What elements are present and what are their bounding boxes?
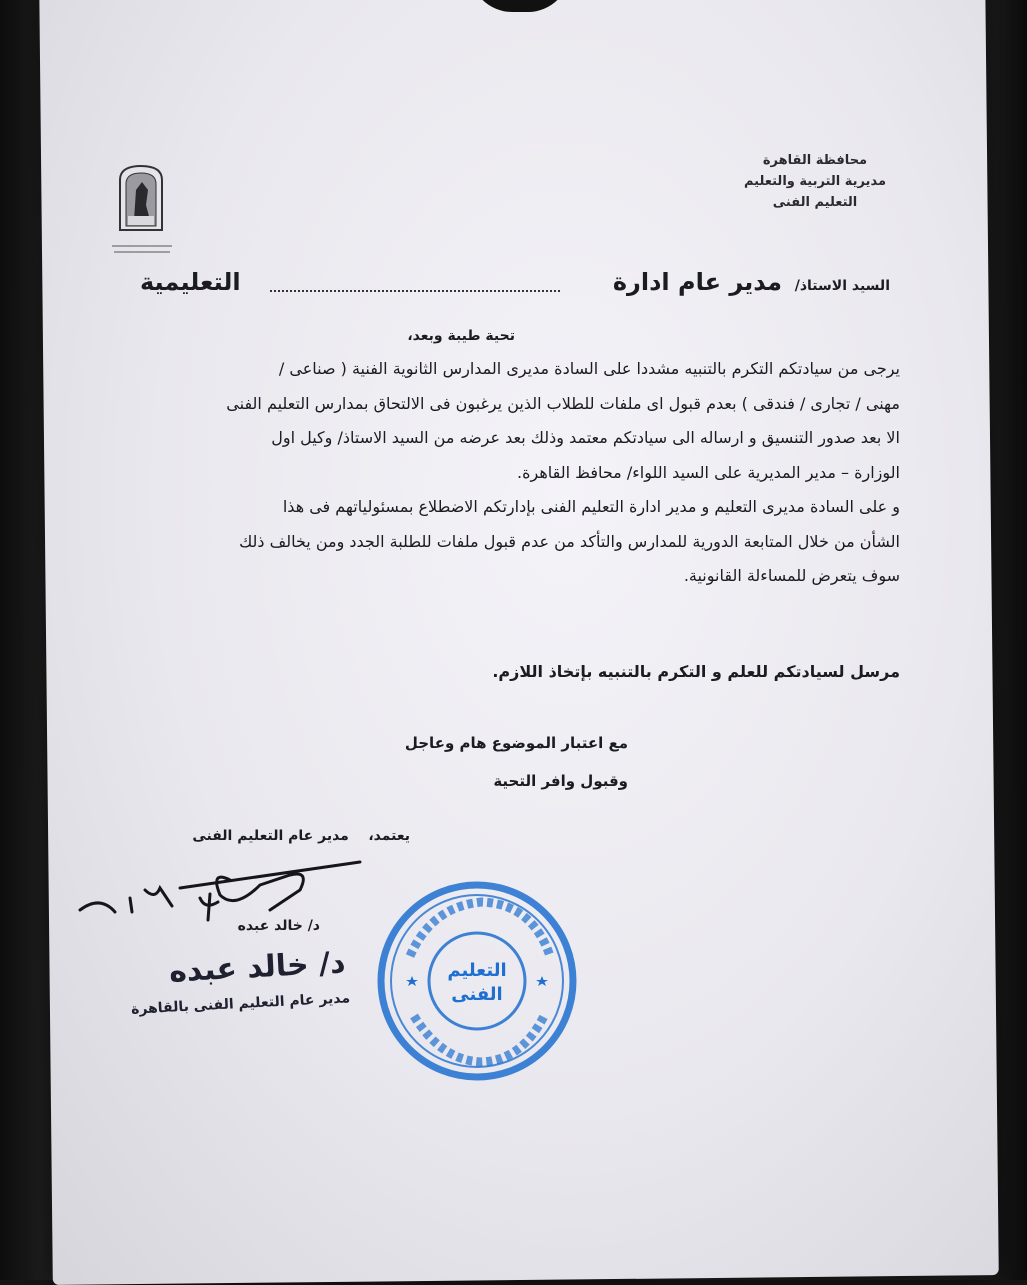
body-line: الشأن من خلال المتابعة الدورية للمدارس والتأكد من عدم قبول ملفات للطلبة الجدد ومن يخالف ذلك [239, 531, 900, 551]
addressee-tail: التعليمية [140, 268, 241, 296]
regards [405, 724, 628, 800]
greeting: تحية طيبة وبعد، [407, 328, 515, 344]
letterhead-line: مديرية التربية والتعليم [743, 174, 887, 189]
dotted-line [270, 290, 560, 292]
addressee-label: السيد الاستاذ/ [794, 278, 890, 294]
regards-line: وقبول وافر التحية [493, 772, 628, 790]
signatory-name: د/ خالد عبده [237, 918, 320, 934]
body-line: الا بعد صدور التنسيق و ارساله الى سيادتكم معتمد وذلك بعد عرضه من السيد الاستاذ/ وكيل اول [271, 428, 900, 447]
seal-center-line: التعليم [447, 960, 507, 981]
letter-body [100, 352, 900, 594]
letter [60, 0, 920, 1280]
body-line: سوف يتعرض للمساءلة القانونية. [683, 566, 900, 585]
body-line: مهنى / تجارى / فندقى ) بعدم قبول اى ملفات للطلاب الذين يرغبون فى الالتحاق بمدارس التعليم الفنى [226, 393, 900, 413]
name-stamp: د/ خالد عبده [167, 945, 346, 990]
directorate-logo-icon [106, 160, 176, 260]
letterhead-line: التعليم الفنى [772, 195, 858, 210]
body-line: و على السادة مديرى التعليم و مدير ادارة التعليم الفنى بإدارتكم الاضطلاع بمسئولياتهم فى هذا [282, 497, 900, 516]
letterhead [740, 150, 890, 213]
addressee-line [130, 268, 890, 308]
addressee-handwritten: مدير عام ادارة [612, 268, 782, 296]
seal-center-line: الفنى [451, 984, 503, 1005]
name-stamp-title: مدير عام التعليم الفنى بالقاهرة [130, 990, 351, 1018]
body-line: يرجى من سيادتكم التكرم بالتنبيه مشددا على السادة مديرى المدارس الثانوية الفنية ( صناعى / [278, 359, 900, 378]
official-seal-icon [372, 876, 582, 1086]
approval-title: مدير عام التعليم الفنى [192, 828, 349, 844]
closing-line: مرسل لسيادتكم للعلم و التكرم بالتنبيه بإتخاذ اللازم. [492, 662, 900, 681]
body-line: الوزارة – مدير المديرية على السيد اللواء/ محافظ القاهرة. [517, 462, 900, 482]
approval-label: يعتمد، [368, 828, 410, 844]
letterhead-line: محافظة القاهرة [762, 153, 868, 168]
approval-heading [192, 828, 410, 844]
regards-line: مع اعتبار الموضوع هام وعاجل [404, 734, 628, 752]
